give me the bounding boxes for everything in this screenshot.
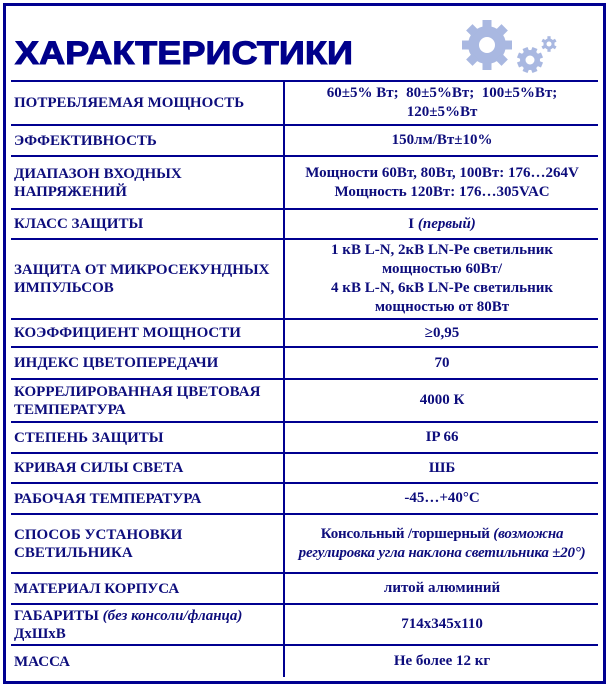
spec-label xyxy=(11,82,284,124)
value-line: 60±5% Вт; 80±5%Вт; 100±5%Вт; xyxy=(326,85,558,101)
label-line: СВЕТИЛЬНИКА xyxy=(14,544,133,561)
spec-value xyxy=(286,454,598,482)
value-line: 4 кВ L-N, 6кВ LN-Pe светильник xyxy=(331,280,554,296)
label-line xyxy=(14,607,284,625)
value-line: мощностью от 80Вт xyxy=(374,299,510,315)
value-note: (возможна xyxy=(493,525,564,542)
label-line: МАТЕРИАЛ КОРПУСА xyxy=(14,580,180,597)
label-line: СПОСОБ УСТАНОВКИ xyxy=(14,526,183,543)
spec-label xyxy=(11,605,284,644)
label-line: ДхШхВ xyxy=(14,625,66,642)
spec-label xyxy=(11,348,284,378)
label-line: ПОТРЕБЛЯЕМАЯ МОЩНОСТЬ xyxy=(14,95,245,111)
spec-row-housing-material xyxy=(11,574,598,605)
spec-label xyxy=(11,574,284,603)
value-line: -45…+40°С xyxy=(404,490,480,506)
spec-label xyxy=(11,157,284,208)
label-line: ТЕМПЕРАТУРА xyxy=(14,401,126,418)
spec-value xyxy=(286,240,598,318)
label-line: РАБОЧАЯ ТЕМПЕРАТУРА xyxy=(14,490,202,507)
spec-value xyxy=(286,574,598,603)
spec-row-operating-temperature xyxy=(11,484,598,515)
spec-label xyxy=(11,126,284,155)
value-line: Не более 12 кг xyxy=(393,653,491,669)
value-line: мощностью 60Вт/ xyxy=(382,261,503,277)
spec-label xyxy=(11,240,284,318)
label-note: (без консоли/фланца) xyxy=(102,607,243,624)
value-line: Мощности 60Вт, 80Вт, 100Вт: 176…264V xyxy=(305,164,579,181)
spec-row-input-voltage xyxy=(11,157,598,210)
spec-label xyxy=(11,380,284,421)
label-line: КОЭФФИЦИЕНТ МОЩНОСТИ xyxy=(14,325,241,341)
spec-value xyxy=(286,484,598,513)
value-note: регулировка угла наклона светильника ±20°) xyxy=(298,544,586,561)
column-divider xyxy=(283,82,285,677)
spec-label xyxy=(11,454,284,482)
spec-value xyxy=(286,423,598,452)
value-note: (первый) xyxy=(417,215,476,232)
spec-label xyxy=(11,423,284,452)
spec-label xyxy=(11,515,284,572)
value-line: IP 66 xyxy=(425,429,459,445)
label-line: ИМПУЛЬСОВ xyxy=(14,280,114,296)
spec-value xyxy=(286,605,598,644)
spec-row-ip-rating xyxy=(11,423,598,454)
value-text: Консольный /торшерный xyxy=(320,525,490,542)
spec-table xyxy=(11,82,598,677)
spec-value xyxy=(286,210,598,238)
label-line: КОРРЕЛИРОВАННАЯ ЦВЕТОВАЯ xyxy=(14,383,261,400)
spec-row-surge-protection xyxy=(11,240,598,320)
spec-row-cri xyxy=(11,348,598,380)
label-line: ЭФФЕКТИВНОСТЬ xyxy=(14,132,157,149)
spec-row-power-factor xyxy=(11,320,598,348)
spec-row-weight xyxy=(11,646,598,677)
value-line: Мощность 120Вт: 176…305VAC xyxy=(334,183,550,200)
spec-value xyxy=(286,348,598,378)
spec-value xyxy=(286,320,598,346)
spec-row-efficiency xyxy=(11,126,598,157)
value-text: I xyxy=(408,215,415,232)
value-line: 4000 К xyxy=(419,392,465,408)
spec-label xyxy=(11,484,284,513)
gears-icon xyxy=(455,15,565,80)
label-line: ЗАЩИТА ОТ МИКРОСЕКУНДНЫХ xyxy=(14,262,270,278)
value-line: ШБ xyxy=(428,459,456,476)
value-line: ≥0,95 xyxy=(424,324,460,341)
spec-row-power-consumption xyxy=(11,82,598,126)
value-line: 70 xyxy=(434,354,450,371)
label-line: НАПРЯЖЕНИЙ xyxy=(14,183,127,200)
spec-value xyxy=(286,380,598,421)
value-line: 120±5%Вт xyxy=(406,104,478,120)
spec-value xyxy=(286,646,598,677)
spec-label xyxy=(11,320,284,346)
spec-row-mounting xyxy=(11,515,598,574)
spec-value xyxy=(286,515,598,572)
page-title: ХАРАКТЕРИСТИКИ xyxy=(15,35,354,71)
label-line: КРИВАЯ СИЛЫ СВЕТА xyxy=(14,460,184,476)
value-line: 150лм/Вт±10% xyxy=(391,132,493,148)
spec-value xyxy=(286,157,598,208)
spec-label xyxy=(11,646,284,677)
value-line xyxy=(321,525,564,544)
spec-value xyxy=(286,126,598,155)
spec-row-dimensions xyxy=(11,605,598,646)
spec-label xyxy=(11,210,284,238)
label-line: КЛАСС ЗАЩИТЫ xyxy=(14,216,144,232)
value-line xyxy=(408,215,476,234)
label-line: ИНДЕКС ЦВЕТОПЕРЕДАЧИ xyxy=(14,355,219,371)
spec-row-color-temperature xyxy=(11,380,598,423)
value-line: 714x345x110 xyxy=(401,616,483,632)
spec-row-protection-class xyxy=(11,210,598,240)
value-line: литой алюминий xyxy=(383,580,501,596)
value-line: 1 кВ L-N, 2кВ LN-Pe светильник xyxy=(331,242,554,258)
spec-row-light-curve xyxy=(11,454,598,484)
label-line: СТЕПЕНЬ ЗАЩИТЫ xyxy=(14,429,164,446)
label-line: ДИАПАЗОН ВХОДНЫХ xyxy=(14,165,182,182)
spec-value xyxy=(286,82,598,124)
label-line: МАССА xyxy=(14,653,70,670)
label-text: ГАБАРИТЫ xyxy=(14,607,99,624)
